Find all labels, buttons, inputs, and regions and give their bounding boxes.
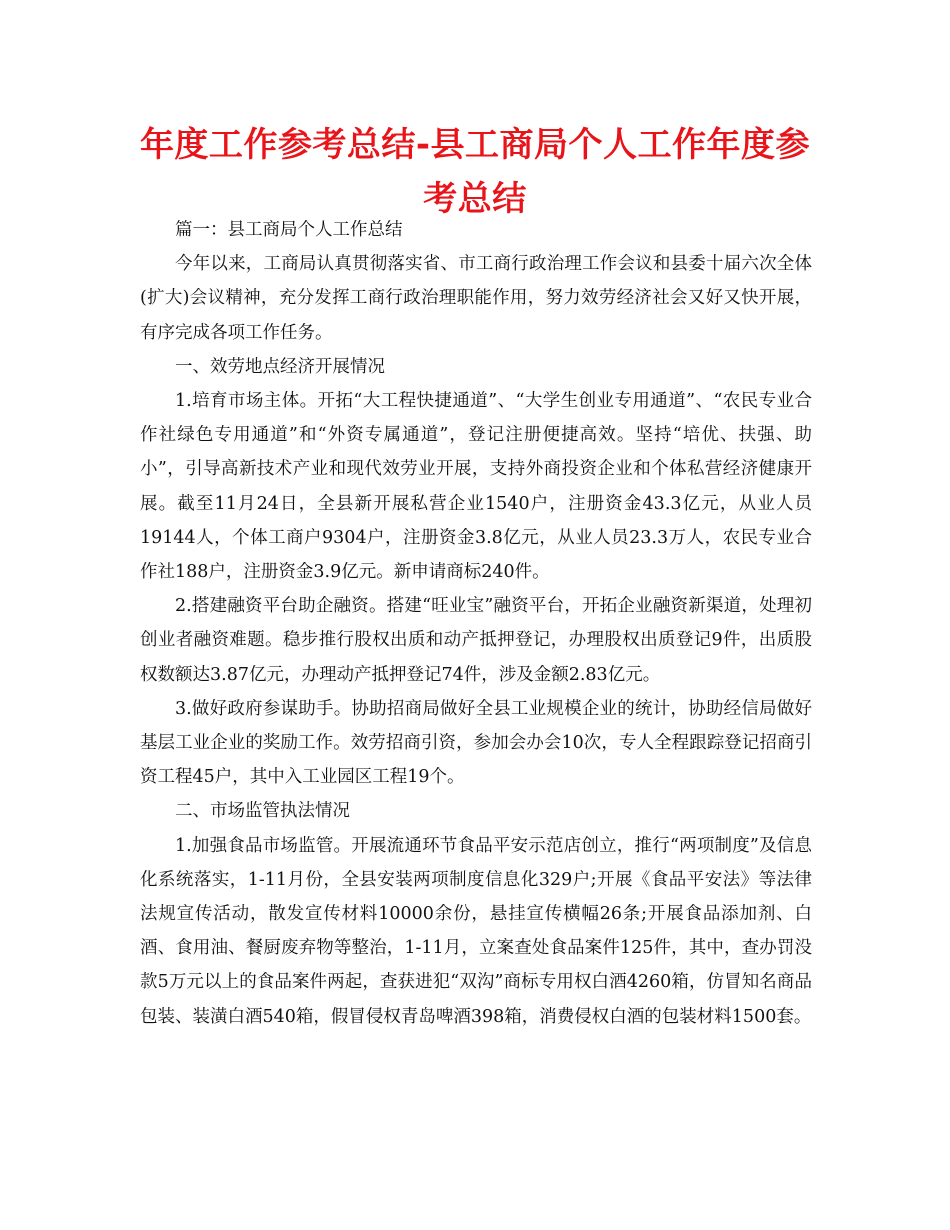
document-title: 年度工作参考总结-县工商局个人工作年度参考总结 — [139, 125, 811, 219]
section-heading: 一、效劳地点经济开展情况 — [175, 356, 385, 377]
section-heading: 二、市场监管执法情况 — [175, 801, 350, 822]
paragraph: 1.培育市场主体。开拓“大工程快捷通道”、“大学生创业专用通道”、“农民专业合作社绿色专用通道”和“外资专属通道”，登记注册便捷高效。坚持“培优、扶强、助小”，引导高新技术产业和现代效劳业开展，支持外商投资企业和个体私营经济健康开展。截至11月24日，全县新开展私营企业1540户，注册资金43.3亿元，从业人员19144人，个体工商户9304户，注册资金3.8亿元，从业人员23.3万人，农民专业合作社188户，注册资金3.9亿元。新申请商标240件。 — [140, 391, 812, 583]
paragraph: 1.加强食品市场监管。开展流通环节食品平安示范店创立，推行“两项制度”及信息化系统落实，1-11月份，全县安装两项制度信息化329户;开展《食品平安法》等法律法规宣传活动，散发宣传材料10000余份，悬挂宣传横幅26条;开展食品添加剂、白酒、食用油、餐厨废弃物等整治，1-11月，立案查处食品案件125件，其中，查办罚没款5万元以上的食品案件两起，查获进犯“双沟”商标专用权白酒4260箱，仿冒知名商品包装、装潢白酒540箱，假冒侵权青岛啤酒398箱，消费侵权白酒的包装材料1500套。 — [140, 835, 812, 1027]
section-heading: 篇一：县工商局个人工作总结 — [175, 220, 403, 240]
document-body — [140, 213, 812, 1034]
paragraph: 今年以来，工商局认真贯彻落实省、市工商行政治理工作会议和县委十届六次全体(扩大)会议精神，充分发挥工商行政治理职能作用，努力效劳经济社会又好又快开展，有序完成各项工作任务。 — [140, 254, 812, 343]
paragraph: 3.做好政府参谋助手。协助招商局做好全县工业规模企业的统计，协助经信局做好基层工业企业的奖励工作。效劳招商引资，参加会办会10次，专人全程跟踪登记招商引资工程45户，其中入工业园区工程19个。 — [140, 698, 812, 788]
paragraph: 2.搭建融资平台助企融资。搭建“旺业宝”融资平台，开拓企业融资新渠道，处理初创业者融资难题。稳步推行股权出质和动产抵押登记，办理股权出质登记9件，出质股权数额达3.87亿元，办理动产抵押登记74件，涉及金额2.83亿元。 — [140, 596, 812, 685]
